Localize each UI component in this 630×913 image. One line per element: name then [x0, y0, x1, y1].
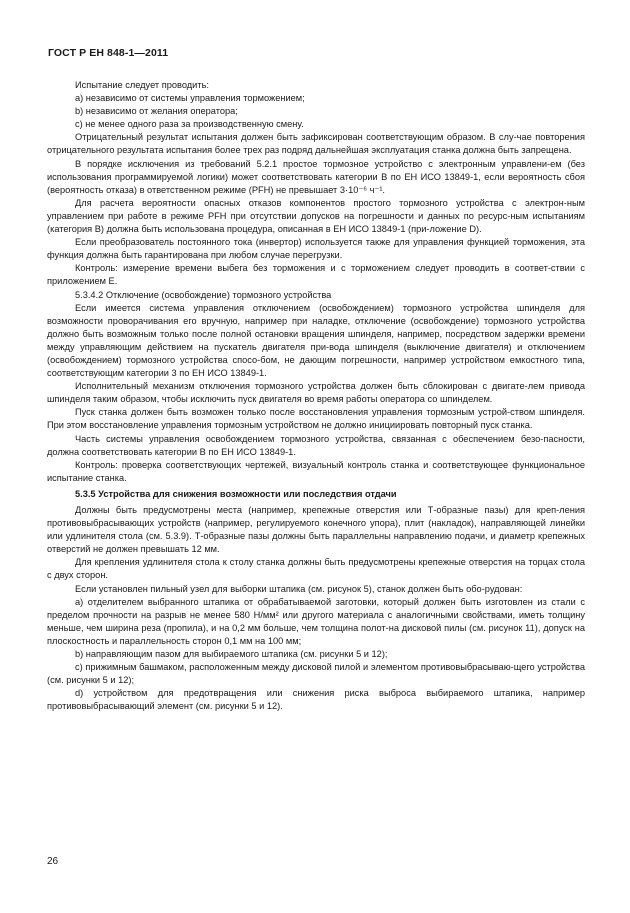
section-heading: 5.3.5 Устройства для снижения возможности или последствия отдачи: [75, 488, 397, 499]
paragraph: В порядке исключения из требований 5.2.1 простое тормозное устройство с электронным управлени-ем (без использования программируемой логики) может соответствовать категории В по ЕН ИСО 13849-1, если вероятность сбоя (вероятность отказа) в ответственном режиме (PFH) не превышает 3·10⁻⁶ ч⁻¹.: [47, 158, 585, 195]
paragraph: Если преобразователь постоянного тока (инвертор) используется также для управления функцией торможения, эта функция должна быть гарантирована при любом случае перегрузки.: [47, 237, 585, 261]
list-item: d) устройством для предотвращения или снижения риска выброса выбираемого штапика, например противовыбрасывающий элемент (см. рисунки 5 и 12).: [47, 688, 585, 712]
document-header: ГОСТ Р ЕН 848-1—2011: [48, 47, 169, 59]
paragraph: Контроль: проверка соответствующих чертежей, визуальный контроль станка и соответствующее функциональное испытание станка.: [47, 459, 585, 483]
list-item: b) независимо от желания оператора;: [75, 106, 238, 117]
paragraph: Если установлен пильный узел для выборки штапика (см. рисунок 5), станок должен быть обо-рудован:: [75, 583, 523, 594]
paragraph: Пуск станка должен быть возможен только после восстановления управления тормозным устрой-ством шпинделя. При этом восстановление управления тормозным устройством не должно инициировать повторный пуск станка.: [47, 407, 585, 431]
paragraph: Для крепления удлинителя стола к столу станка должны быть предусмотрены крепежные отверстия на торцах стола с двух сторон.: [47, 557, 585, 581]
paragraph: Отрицательный результат испытания должен быть зафиксирован соответствующим образом. В слу-чае повторения отрицательного результата испытания более трех раз подряд дальнейшая эксплуатация станка должна быть запрещена.: [47, 132, 585, 156]
paragraph: Для расчета вероятности опасных отказов компонентов простого тормозного устройства с электрон-ным управлением при работе в режиме PFH при отсутствии допусков на погрешности и данных по ресурс-ным испытаниям (категория В) должна быть использована процедура, описанная в ЕН ИСО 13849-1 (при-ложение D).: [47, 197, 585, 235]
list-item: a) отделителем выбранного штапика от обрабатываемой заготовки, который должен быть изготовлен из стали с пределом прочности на разрыв не менее 580 Н/мм² или другого материала с аналогичными свойствами, иметь толщину меньше, чем ширина реза (пропила), и на 0,2 мм больше, чем толщина полот-на дисковой пилы (см. рисунок 11), допуск на плоскостность и параллельность сторон 0,1 мм на 100 мм;: [47, 596, 585, 646]
paragraph: Должны быть предусмотрены места (например, крепежные отверстия или Т-образные пазы) для креп-ления противовыбрасывающих устройств (например, регулируемого конечного упора), плит (накладок), направляющей линейки или удлинителя стола (см. 5.3.9). Т-образные пазы должны быть параллельны направлению подачи, и диаметр крепежных отверстий не должен превышать 12 мм.: [47, 505, 585, 555]
list-item: c) не менее одного раза за производственную смену.: [75, 119, 304, 130]
page-number: 26: [47, 856, 59, 867]
paragraph: Часть системы управления освобождением тормозного устройства, связанная с обеспечением безо-пасности, должна соответствовать категории В по ЕН ИСО 13849-1.: [47, 433, 585, 457]
paragraph: Исполнительный механизм отключения тормозного устройства должен быть сблокирован с двигате-лем привода шпинделя таким образом, чтобы исключить пуск двигателя во время работы оператора со шпинделем.: [47, 381, 585, 405]
document-body: [47, 79, 585, 714]
paragraph: Если имеется система управления отключением (освобождением) тормозного устройства шпинделя для возможности проворачивания его вручную, например при наладке, отключение (освобождение) тормозного устройства должно быть возможным только после полной остановки вращения шпинделя, например, посредством задержки времени между управляющим действием на пускатель двигателя при-вода шпинделя (выключение двигателя) и отключением (освобождением) тормозного устройства спосо-бом, не дающим погрешности, например устройством емкостного типа, соответствующим категории 3 по ЕН ИСО 13849-1.: [47, 302, 585, 379]
list-item: a) независимо от системы управления торможением;: [75, 93, 305, 104]
list-item: b) направляющим пазом для выбираемого штапика (см. рисунки 5 и 12);: [75, 649, 388, 660]
list-item: c) прижимным башмаком, расположенным между дисковой пилой и элементом противовыбрасываю-щего устройства (см. рисунки 5 и 12);: [47, 662, 585, 686]
paragraph: Контроль: измерение времени выбега без торможения и с торможением следует проводить в соответ-ствии с приложением Е.: [47, 263, 585, 287]
paragraph: Испытание следует проводить:: [75, 80, 209, 90]
subsection-title: 5.3.4.2 Отключение (освобождение) тормозного устройства: [75, 289, 332, 300]
